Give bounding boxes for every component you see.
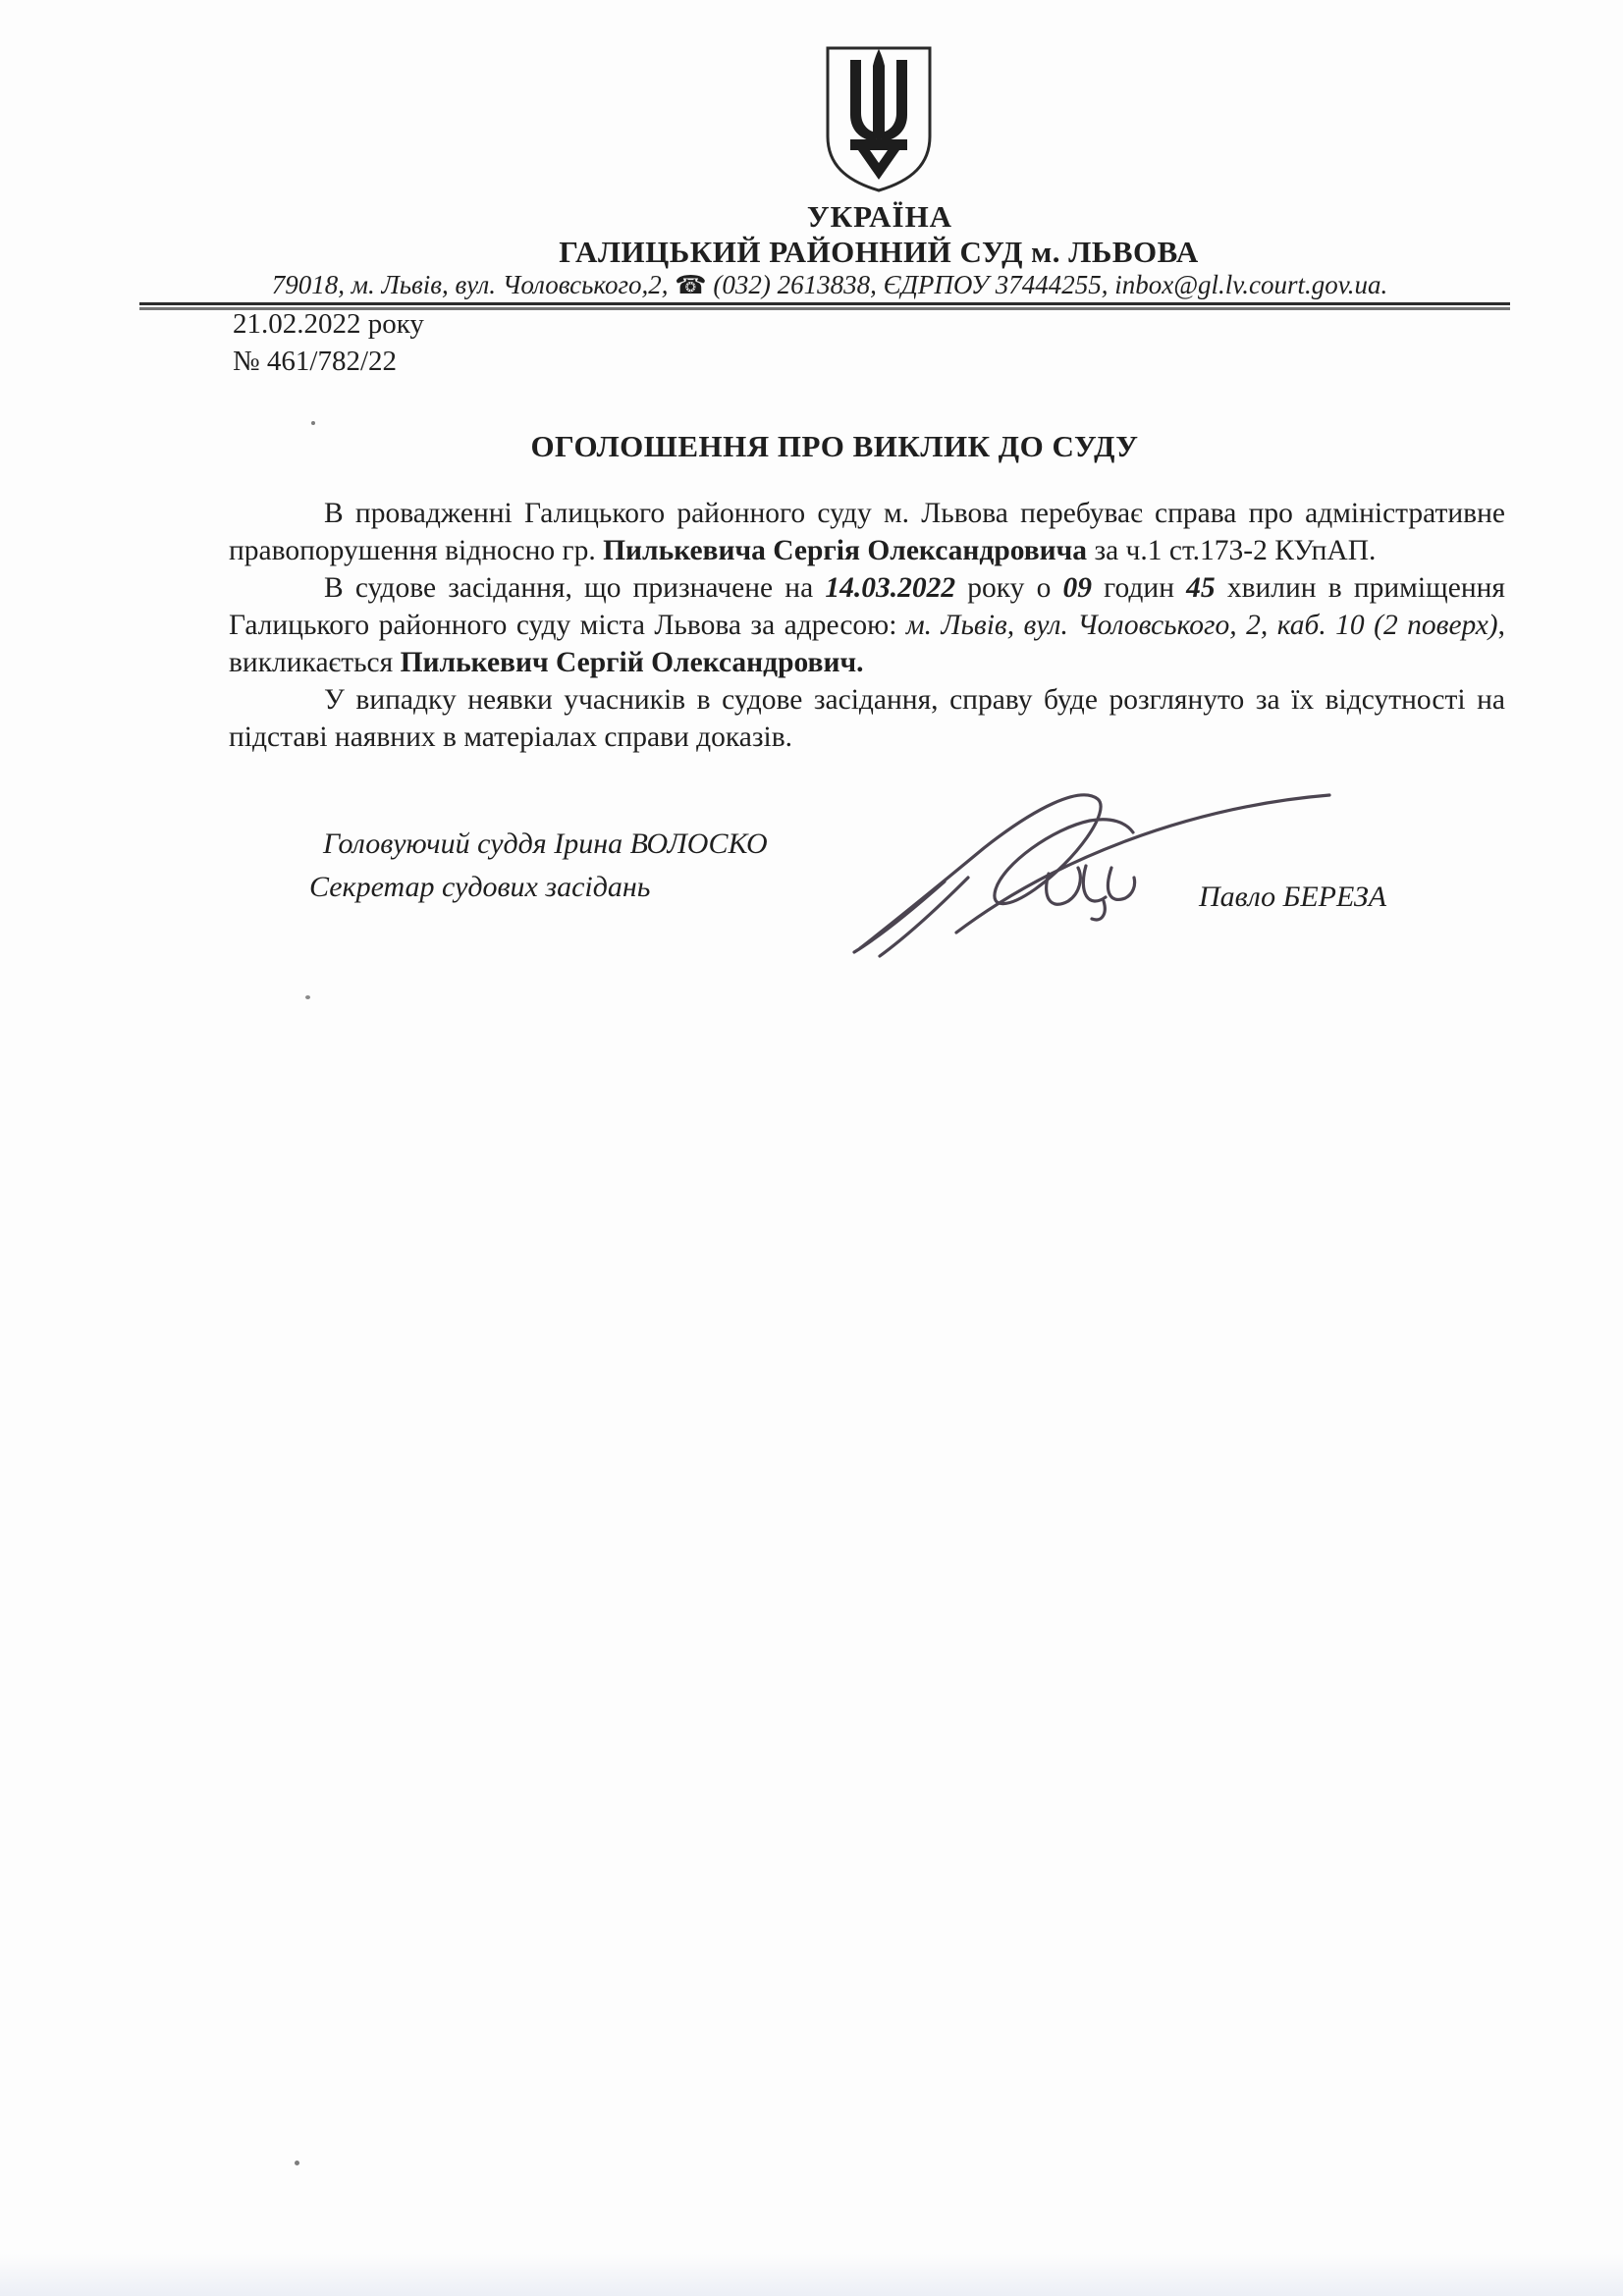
text-segment: 09 bbox=[1062, 572, 1092, 604]
ukraine-trident-emblem bbox=[821, 41, 937, 200]
document-title: ОГОЛОШЕННЯ ПРО ВИКЛИК ДО СУДУ bbox=[530, 429, 1139, 463]
text-segment: В провадженні Галицького районного суду м. Львова перебуває справа про адміністративне правопорушення відносно гр. bbox=[229, 498, 1505, 566]
phone-icon: ☎ bbox=[675, 271, 707, 300]
judge-signature-line: Головуючий суддя Ірина ВОЛОСКО bbox=[323, 828, 768, 860]
body-paragraphs bbox=[229, 495, 1505, 756]
paragraph bbox=[229, 495, 1505, 569]
text-segment: 14.03.2022 bbox=[825, 572, 956, 604]
text-segment: за ч.1 ст.173-2 КУпАП. bbox=[1087, 535, 1377, 566]
text-segment: року о bbox=[955, 572, 1063, 604]
header-divider bbox=[139, 302, 1510, 307]
court-contact-line bbox=[147, 270, 1512, 300]
scan-speck bbox=[295, 2161, 299, 2165]
contact-phone-email: (032) 2613838, ЄДРПОУ 37444255, inbox@gl.lv.court.gov.ua. bbox=[706, 270, 1388, 299]
text-segment: годин bbox=[1092, 572, 1187, 604]
text-segment: У випадку неявки учасників в судове засідання, справу буде розглянуто за їх відсутності на підставі наявних в матеріалах справи доказів. bbox=[229, 684, 1505, 753]
case-number: № 461/782/22 bbox=[233, 346, 398, 377]
scan-edge-shadow bbox=[0, 2254, 1623, 2296]
secretary-title-line: Секретар судових засідань bbox=[309, 871, 651, 903]
secretary-name: Павло БЕРЕЗА bbox=[1199, 881, 1387, 913]
paragraph bbox=[229, 569, 1505, 681]
scan-speck bbox=[305, 995, 310, 999]
country-name: УКРАЇНА bbox=[806, 199, 953, 234]
text-segment: хвилин в приміщення Галицького районного суду міста Львова за адресою: bbox=[229, 572, 1505, 641]
contact-address: 79018, м. Львів, вул. Чоловського,2, bbox=[271, 270, 676, 299]
text-segment: Пилькевич Сергій Олександрович. bbox=[400, 647, 864, 678]
court-name: ГАЛИЦЬКИЙ РАЙОННИЙ СУД м. ЛЬВОВА bbox=[559, 235, 1199, 269]
text-segment: м. Львів, вул. Чоловського, 2, каб. 10 (2 поверх) bbox=[905, 610, 1498, 641]
paragraph bbox=[229, 681, 1505, 756]
document-date: 21.02.2022 року bbox=[233, 308, 424, 340]
text-segment: Пилькевича Сергія Олександровича bbox=[603, 535, 1088, 566]
text-segment: В судове засідання, що призначене на bbox=[324, 572, 826, 604]
text-segment: 45 bbox=[1186, 572, 1216, 604]
text-segment: , викликається bbox=[229, 610, 1505, 678]
handwritten-signature bbox=[846, 774, 1349, 960]
scan-speck bbox=[311, 421, 315, 425]
